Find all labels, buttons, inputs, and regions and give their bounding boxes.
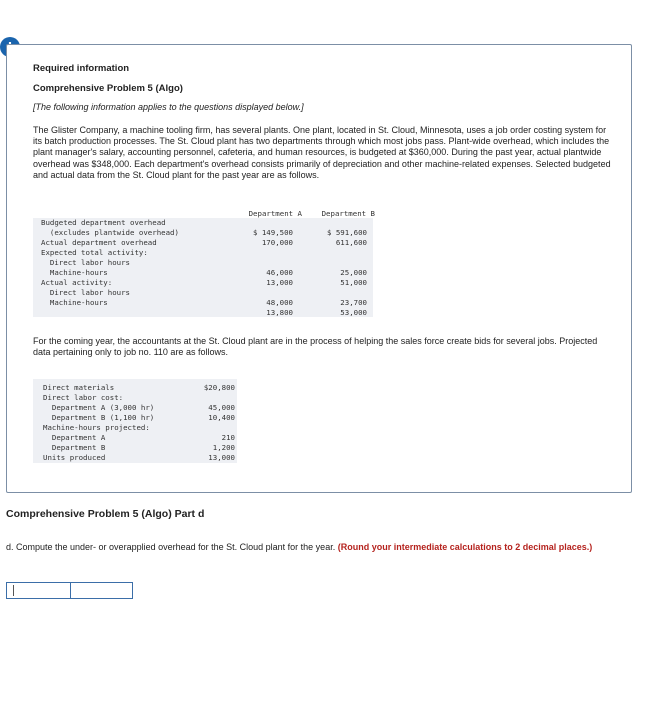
job-table — [33, 379, 237, 463]
cell-dept-a: 170,000 — [261, 238, 293, 247]
table-row-label: Direct labor hours — [41, 288, 130, 297]
cell-dept-b: 53,000 — [340, 308, 367, 317]
rounding-instruction: (Round your intermediate calculations to 2 decimal places.) — [337, 542, 593, 552]
cell-value: 13,000 — [208, 453, 235, 462]
table-row-label: Direct labor hours — [41, 258, 130, 267]
table-row-label: Machine-hours projected: — [43, 423, 150, 432]
note-text: [The following information applies to the questions displayed below.] — [33, 102, 304, 112]
table-row-label: Budgeted department overhead — [41, 218, 166, 227]
table-row-label: Department B (1,100 hr) — [43, 413, 155, 422]
col-header-dept-b: Department B — [321, 209, 375, 218]
answer-amount-input[interactable] — [72, 583, 132, 598]
cell-value: $20,800 — [203, 383, 235, 392]
table-row-label: Expected total activity: — [41, 248, 148, 257]
table-row-label: Department A — [43, 433, 106, 442]
cell-dept-a: 13,800 — [266, 308, 293, 317]
cell-dept-b: 51,000 — [340, 278, 367, 287]
cell-dept-a: 48,000 — [266, 298, 293, 307]
col-header-dept-a: Department A — [248, 209, 302, 218]
table-row-label: Machine-hours — [41, 298, 108, 307]
required-info-title: Required information — [33, 63, 130, 74]
cell-dept-b: $ 591,600 — [326, 228, 367, 237]
cell-dept-a: $ 149,500 — [252, 228, 293, 237]
table-row-label: Direct materials — [43, 383, 115, 392]
table-row-label: (excludes plantwide overhead) — [41, 228, 179, 237]
budget-table — [33, 209, 373, 317]
cell-dept-b: 25,000 — [340, 268, 367, 277]
problem-paragraph: The Glister Company, a machine tooling firm, has several plants. One plant, located in St. Cloud, Minnesota, uses a job order costing system for its batch production processes. The St. Cloud plant has two departments through which most jobs pass. Plant-wide overhead, which includes the plant manager's salary, accounting personnel, cafeteria, and human resources, is budgeted at $360,000. During the past year, actual plantwide overhead was $348,000. Each department's overhead consists primarily of depreciation and other machine-related expenses. Selected budgeted and actual data from the St. Cloud plant for the past year are as follows. — [33, 125, 611, 180]
part-title: Comprehensive Problem 5 (Algo) Part d — [6, 508, 205, 520]
table-row-label: Department B — [43, 443, 106, 452]
cell-value: 1,200 — [212, 443, 235, 452]
table-row-label: Department A (3,000 hr) — [43, 403, 155, 412]
table-row-label: Direct labor cost: — [43, 393, 124, 402]
cell-dept-a: 13,000 — [266, 278, 293, 287]
cell-dept-b: 23,700 — [340, 298, 367, 307]
info-panel — [6, 44, 632, 493]
cell-dept-a: 46,000 — [266, 268, 293, 277]
cell-value: 45,000 — [208, 403, 235, 412]
answer-label-input[interactable] — [9, 583, 69, 598]
cell-dept-b: 611,600 — [335, 238, 367, 247]
cell-value: 10,400 — [208, 413, 235, 422]
bid-paragraph: For the coming year, the accountants at the St. Cloud plant are in the process of helping the sales force create bids for several jobs. Projected data pertaining only to job no. 110 are as follows. — [33, 336, 598, 358]
answer-row — [6, 582, 133, 599]
table-row-label: Machine-hours — [41, 268, 108, 277]
answer-divider — [70, 583, 71, 598]
table-row-label: Units produced — [43, 453, 106, 462]
question-body: d. Compute the under- or overapplied overhead for the St. Cloud plant for the year. — [6, 542, 336, 552]
cell-value: 210 — [221, 433, 235, 442]
question-text — [6, 542, 616, 554]
table-row-label: Actual activity: — [41, 278, 113, 287]
table-row-label: Actual department overhead — [41, 238, 157, 247]
problem-title: Comprehensive Problem 5 (Algo) — [33, 83, 183, 94]
